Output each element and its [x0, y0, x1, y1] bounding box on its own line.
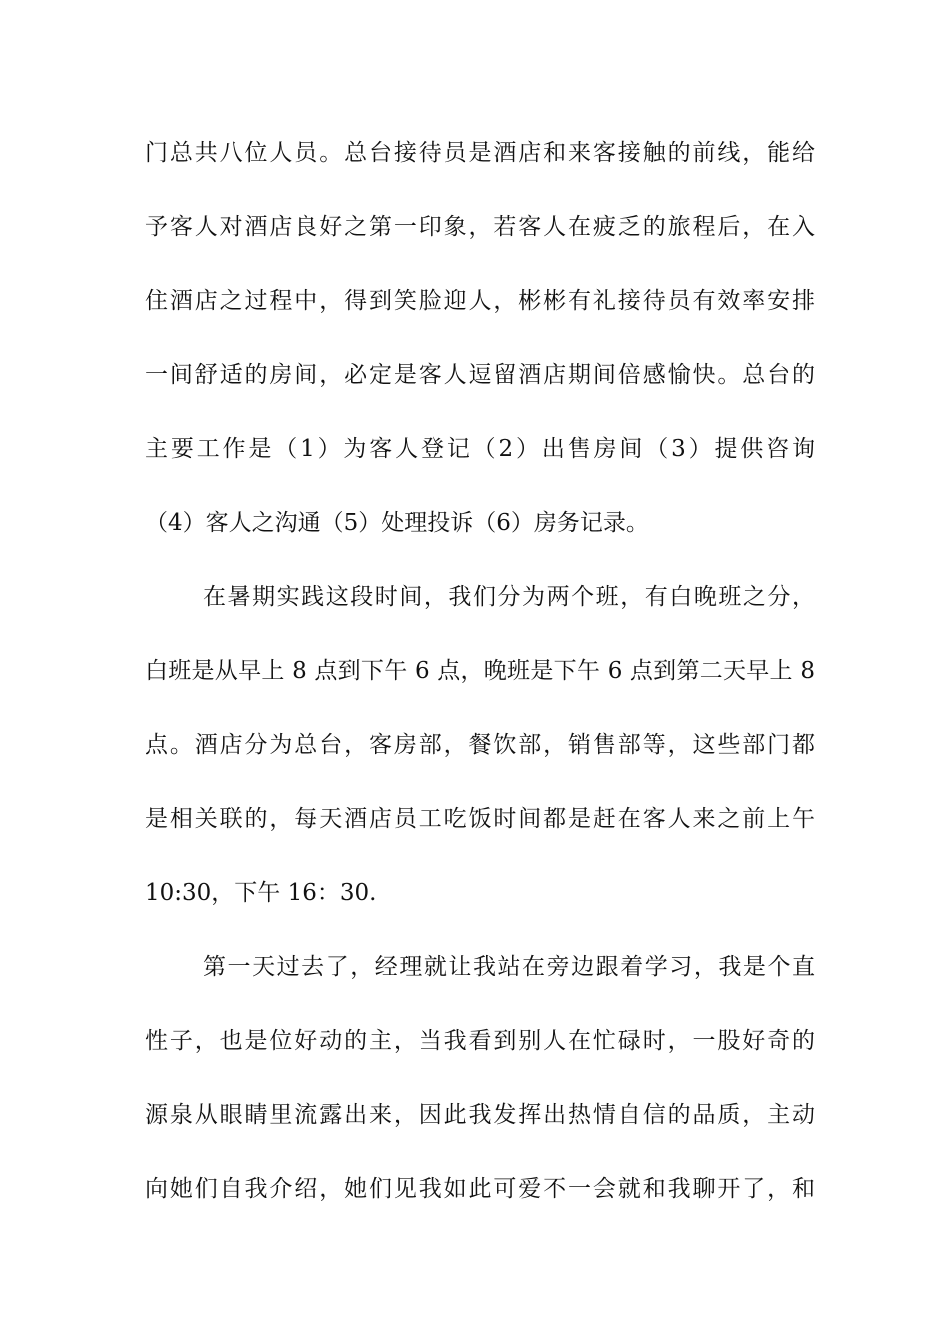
text-line: （4）客人之沟通（5）处理投诉（6）房务记录。 — [145, 510, 649, 536]
text-line: 一间舒适的房间，必定是客人逗留酒店期间倍感愉快。总台的 — [145, 362, 815, 388]
text-line: 向她们自我介绍，她们见我如此可爱不一会就和我聊开了，和 — [145, 1176, 815, 1202]
text-line: 予客人对酒店良好之第一印象，若客人在疲乏的旅程后，在入 — [145, 214, 815, 240]
text-line: 性子，也是位好动的主，当我看到别人在忙碌时，一股好奇的 — [145, 1028, 815, 1054]
text-line: 点。酒店分为总台，客房部，餐饮部，销售部等，这些部门都 — [145, 732, 815, 758]
text-line: 是相关联的，每天酒店员工吃饭时间都是赶在客人来之前上午 — [145, 806, 815, 832]
text-line: 10:30，下午 16：30. — [145, 880, 377, 906]
paragraph-start-line: 在暑期实践这段时间，我们分为两个班，有白晚班之分， — [203, 584, 815, 610]
body-text — [145, 124, 815, 1234]
text-line: 白班是从早上 8 点到下午 6 点，晚班是下午 6 点到第二天早上 8 — [145, 658, 815, 684]
paragraph-start-line: 第一天过去了，经理就让我站在旁边跟着学习，我是个直 — [203, 954, 815, 980]
text-line: 门总共八位人员。总台接待员是酒店和来客接触的前线，能给 — [145, 140, 815, 166]
text-line: 住酒店之过程中，得到笑脸迎人，彬彬有礼接待员有效率安排 — [145, 288, 815, 314]
text-line: 源泉从眼睛里流露出来，因此我发挥出热情自信的品质，主动 — [145, 1102, 815, 1128]
text-line: 主要工作是（1）为客人登记（2）出售房间（3）提供咨询 — [145, 436, 815, 462]
